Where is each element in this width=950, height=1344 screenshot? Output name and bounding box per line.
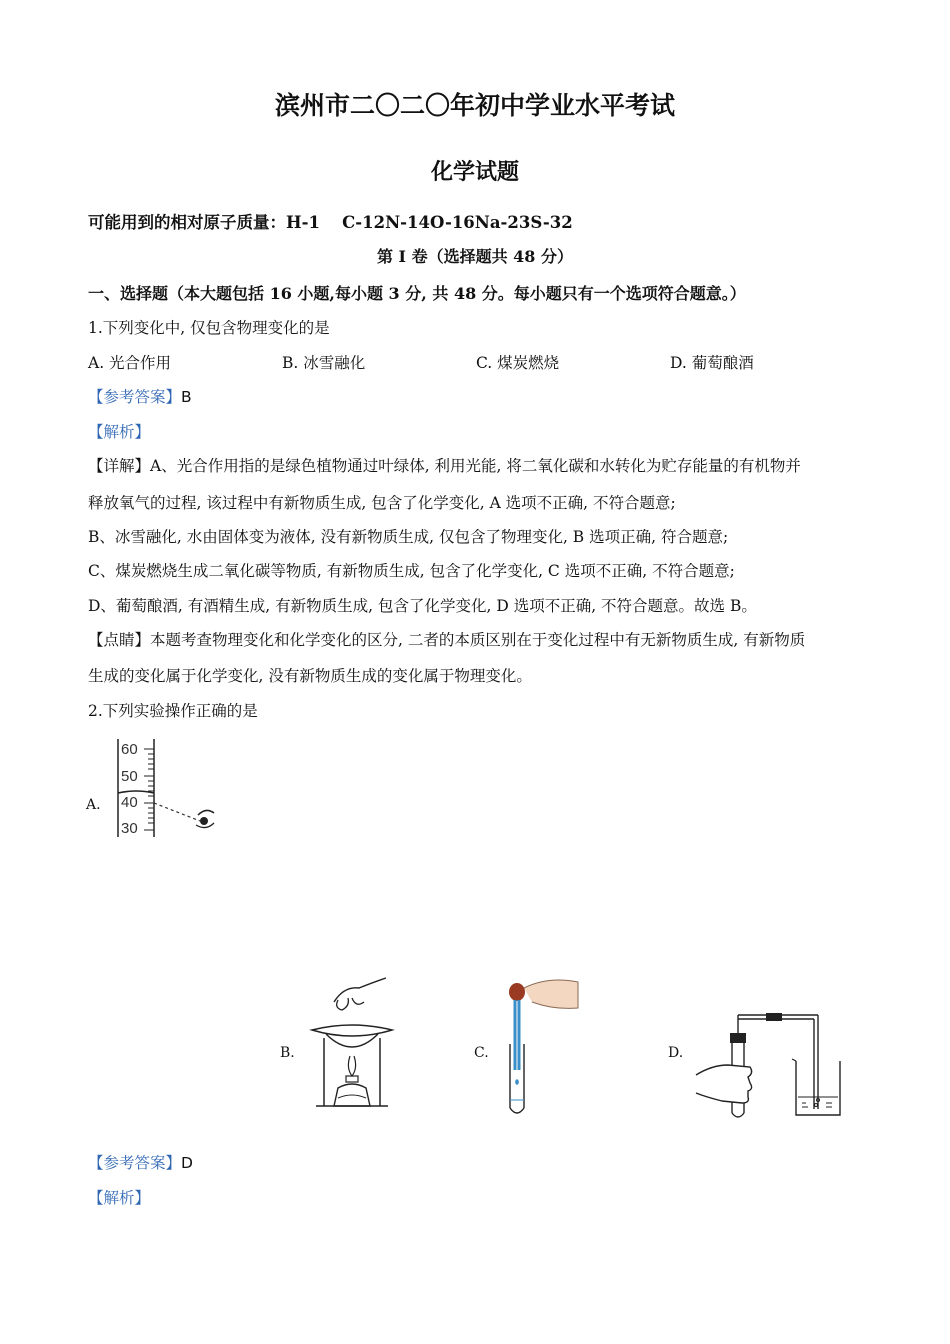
q2-stem: 2.下列实验操作正确的是 [88, 702, 258, 720]
q1-option-d: D. 葡萄酿酒 [670, 354, 754, 372]
q1-option-a: A. 光合作用 [88, 354, 172, 372]
q1-answer-row [88, 385, 192, 407]
q1-analysis-label: 【解析】 [88, 423, 151, 441]
q1-detail-line: 生成的变化属于化学变化, 没有新物质生成的变化属于物理变化。 [88, 667, 532, 685]
cylinder-reading-figure [110, 735, 230, 845]
q2-option-b-label: B. [280, 1045, 295, 1061]
q1-detail-line: 【详解】A、光合作用指的是绿色植物通过叶绿体, 利用光能, 将二氧化碳和水转化为贮存能量的有机物并 [88, 457, 801, 475]
q1-stem: 1.下列变化中, 仅包含物理变化的是 [88, 319, 330, 337]
eye-icon [196, 810, 214, 827]
q1-option-c: C. 煤炭燃烧 [476, 354, 560, 372]
q1-option-b: B. 冰雪融化 [282, 354, 366, 372]
page-subtitle: 化学试题 [430, 160, 519, 185]
tick-label: 60 [121, 741, 138, 758]
tick-label: 50 [121, 768, 138, 785]
page-title: 滨州市二〇二〇年初中学业水平考试 [274, 91, 675, 120]
volume-heading: 第 I 卷（选择题共 48 分） [376, 247, 574, 266]
q2-option-a-label: A. [86, 797, 101, 813]
q2-answer-label: 【参考答案】 [88, 1154, 182, 1172]
q1-detail-line: 【点睛】本题考查物理变化和化学变化的区分, 二者的本质区别在于变化过程中有无新物质生成, 有新物质 [88, 631, 806, 649]
evaporation-figure [304, 972, 399, 1114]
q2-answer-row [88, 1151, 193, 1173]
q2-option-c-label: C. [474, 1045, 489, 1061]
q1-detail-line: 释放氧气的过程, 该过程中有新物质生成, 包含了化学变化, A 选项不正确, 不符合题意; [88, 494, 676, 512]
q1-detail-line: B、冰雪融化, 水由固体变为液体, 没有新物质生成, 仅包含了物理变化, B 选项正确, 符合题意; [88, 528, 729, 546]
section-heading: 一、选择题（本大题包括 16 小题,每小题 3 分, 共 48 分。每小题只有一个选项符合题意。） [88, 284, 746, 303]
q1-answer: B [181, 388, 192, 406]
hand-icon [696, 1065, 752, 1103]
q1-answer-label: 【参考答案】 [88, 388, 182, 406]
airtightness-figure [692, 1005, 852, 1125]
hand-icon [524, 980, 578, 1008]
q1-detail-line: C、煤炭燃烧生成二氧化碳等物质, 有新物质生成, 包含了化学变化, C 选项不正确, 不符合题意; [88, 562, 735, 580]
tick-label: 40 [121, 794, 138, 811]
dropper-figure [498, 972, 588, 1118]
hand-icon [334, 978, 386, 1010]
q2-option-d-label: D. [668, 1045, 684, 1061]
atomic-masses: 可能用到的相对原子质量：H-1 C-12N-14O-16Na-23S-32 [88, 213, 573, 232]
q2-analysis-label: 【解析】 [88, 1189, 151, 1207]
tick-label: 30 [121, 820, 138, 837]
q2-answer: D [181, 1154, 193, 1172]
q1-detail-line: D、葡萄酿酒, 有酒精生成, 有新物质生成, 包含了化学变化, D 选项不正确, 不符合题意。故选 B。 [88, 597, 757, 615]
